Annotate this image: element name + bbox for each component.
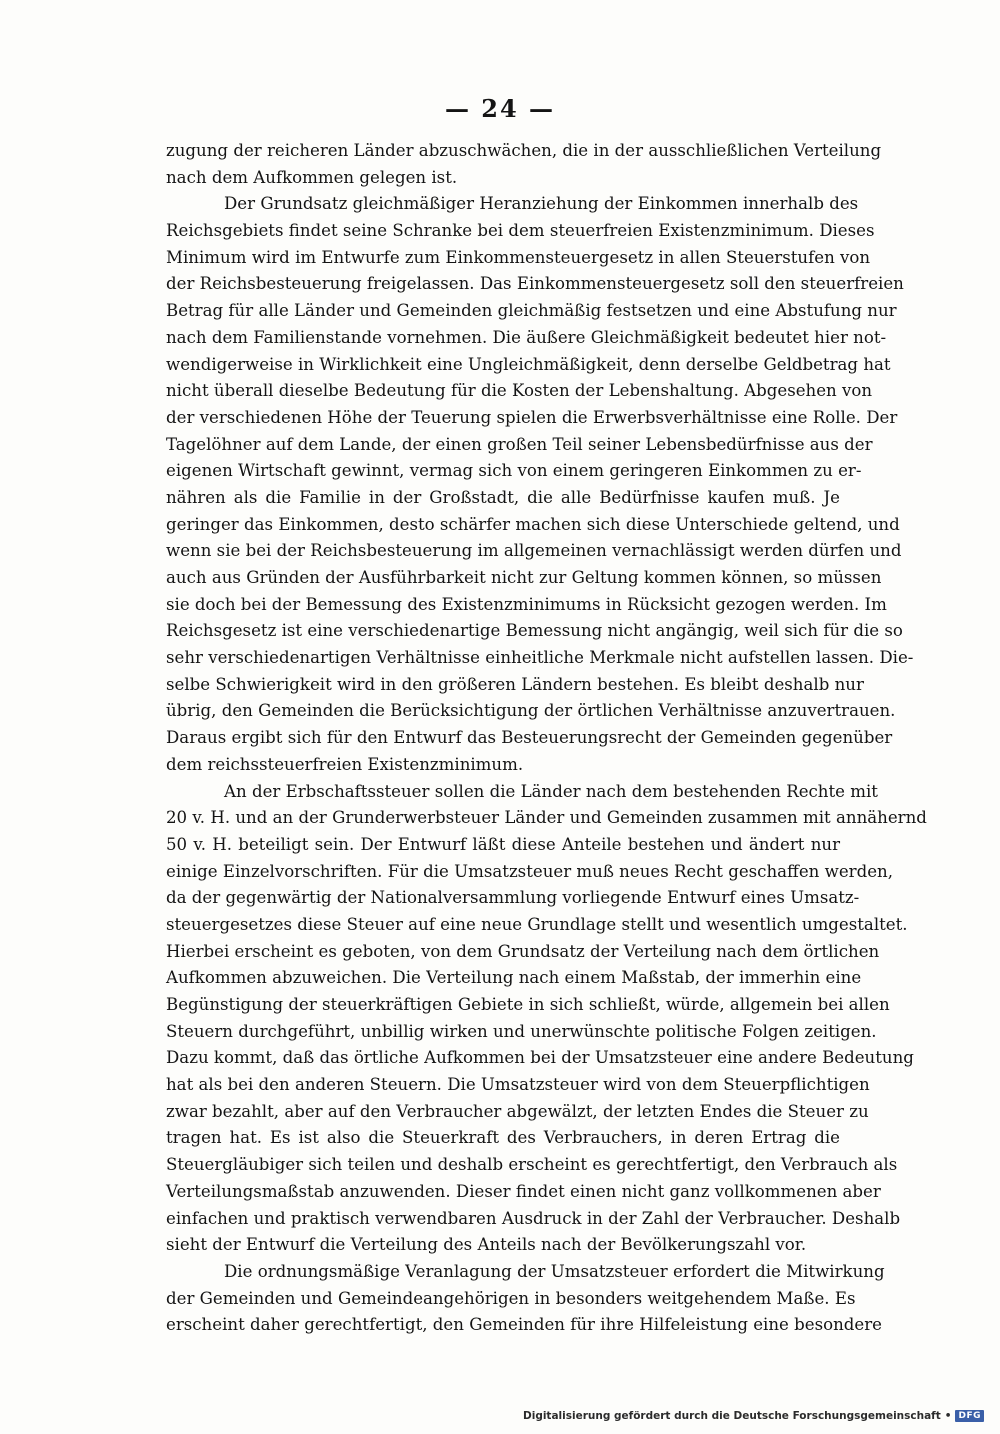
paragraph bbox=[166, 138, 882, 191]
text-line: Reichsgebiets findet seine Schranke bei dem steuerfreien Existenzminimum. Dieses bbox=[166, 221, 875, 241]
text-line: Aufkommen abzuweichen. Die Verteilung nach einem Maßstab, der immerhin eine bbox=[166, 968, 862, 988]
text-line: zwar bezahlt, aber auf den Verbraucher abgewälzt, der letzten Endes die Steuer zu bbox=[166, 1101, 869, 1121]
text-line: der Reichsbesteuerung freigelassen. Das Einkommensteuergesetz soll den steuerfreien bbox=[166, 274, 904, 294]
text-line: eigenen Wirtschaft gewinnt, vermag sich von einem geringeren Einkommen zu er- bbox=[166, 461, 862, 481]
text-line: übrig, den Gemeinden die Berücksichtigung der örtlichen Verhältnisse anzuvertrauen. bbox=[166, 701, 896, 721]
text-line: wenn sie bei der Reichsbesteuerung im allgemeinen vernachlässigt werden dürfen und bbox=[166, 541, 902, 561]
text-line: nähren als die Familie in der Großstadt, die alle Bedürfnisse kaufen muß. Je bbox=[166, 487, 840, 507]
text-line: selbe Schwierigkeit wird in den größeren Ländern bestehen. Es bleibt deshalb nur bbox=[166, 674, 864, 694]
paragraph bbox=[166, 779, 927, 1259]
text-line: nicht überall dieselbe Bedeutung für die Kosten der Lebenshaltung. Abgesehen von bbox=[166, 381, 873, 401]
text-line: Begünstigung der steuerkräftigen Gebiete in sich schließt, würde, allgemein bei allen bbox=[166, 995, 890, 1014]
text-line: An der Erbschaftssteuer sollen die Länder nach dem bestehenden Rechte mit bbox=[224, 781, 878, 801]
text-line: Steuergläubiger sich teilen und deshalb erscheint es gerechtfertigt, den Verbrauch als bbox=[166, 1155, 898, 1175]
body-text bbox=[166, 138, 927, 1339]
text-line: Minimum wird im Entwurfe zum Einkommensteuergesetz in allen Steuerstufen von bbox=[166, 247, 871, 267]
credit-text: Digitalisierung gefördert durch die Deutsche Forschungsgemeinschaft bbox=[523, 1410, 941, 1422]
text-line: nach dem Aufkommen gelegen ist. bbox=[166, 167, 458, 187]
text-line: Dazu kommt, daß das örtliche Aufkommen bei der Umsatzsteuer eine andere Bedeutung bbox=[166, 1048, 914, 1068]
text-line: erscheint daher gerechtfertigt, den Gemeinden für ihre Hilfeleistung eine besondere bbox=[166, 1315, 882, 1335]
text-line: sie doch bei der Bemessung des Existenzminimums in Rücksicht gezogen werden. Im bbox=[166, 594, 887, 614]
text-line: tragen hat. Es ist also die Steuerkraft des Verbrauchers, in deren Ertrag die bbox=[166, 1128, 840, 1148]
text-line: 20 v. H. und an der Grunderwerbsteuer Länder und Gemeinden zusammen mit annähernd bbox=[166, 808, 927, 828]
text-line: wendigerweise in Wirklichkeit eine Ungleichmäßigkeit, denn derselbe Geldbetrag hat bbox=[166, 354, 891, 374]
paragraph bbox=[166, 191, 914, 778]
text-line: geringer das Einkommen, desto schärfer machen sich diese Unterschiede geltend, und bbox=[166, 514, 900, 534]
text-line: sieht der Entwurf die Verteilung des Anteils nach der Bevölkerungszahl vor. bbox=[166, 1235, 807, 1255]
text-line: sehr verschiedenartigen Verhältnisse einheitliche Merkmale nicht aufstellen lassen. Die- bbox=[166, 648, 914, 668]
text-line: Hierbei erscheint es geboten, von dem Grundsatz der Verteilung nach dem örtlichen bbox=[166, 941, 880, 961]
text-line: steuergesetzes diese Steuer auf eine neue Grundlage stellt und wesentlich umgestaltet. bbox=[166, 914, 908, 934]
text-line: zugung der reicheren Länder abzuschwächen, die in der ausschließlichen Verteilung bbox=[166, 141, 882, 160]
paragraph bbox=[166, 1259, 885, 1339]
text-line: Tagelöhner auf dem Lande, der einen großen Teil seiner Lebensbedürfnisse aus der bbox=[166, 434, 873, 454]
text-line: Der Grundsatz gleichmäßiger Heranziehung der Einkommen innerhalb des bbox=[224, 194, 859, 214]
text-line: 50 v. H. beteiligt sein. Der Entwurf läßt diese Anteile bestehen und ändert nur bbox=[166, 834, 840, 854]
page-number: — 24 — bbox=[444, 94, 556, 123]
text-line: Steuern durchgeführt, unbillig wirken und unerwünschte politische Folgen zeitigen. bbox=[166, 1021, 877, 1041]
text-line: Verteilungsmaßstab anzuwenden. Dieser findet einen nicht ganz vollkommenen aber bbox=[166, 1181, 881, 1201]
text-line: der verschiedenen Höhe der Teuerung spielen die Erwerbsverhältnisse eine Rolle. Der bbox=[166, 407, 898, 427]
text-line: Daraus ergibt sich für den Entwurf das Besteuerungsrecht der Gemeinden gegenüber bbox=[166, 728, 893, 748]
text-line: einige Einzelvorschriften. Für die Umsatzsteuer muß neues Recht geschaffen werden, bbox=[166, 861, 893, 881]
text-line: einfachen und praktisch verwendbaren Ausdruck in der Zahl der Verbraucher. Deshalb bbox=[166, 1208, 901, 1228]
text-line: hat als bei den anderen Steuern. Die Umsatzsteuer wird von dem Steuerpflichtigen bbox=[166, 1075, 870, 1095]
text-line: da der gegenwärtig der Nationalversammlung vorliegende Entwurf eines Umsatz- bbox=[166, 888, 860, 908]
text-line: Reichsgesetz ist eine verschiedenartige Bemessung nicht angängig, weil sich für die so bbox=[166, 621, 903, 641]
digitization-credit bbox=[523, 1410, 984, 1422]
text-line: auch aus Gründen der Ausführbarkeit nicht zur Geltung kommen können, so müssen bbox=[166, 568, 882, 587]
text-line: dem reichssteuerfreien Existenzminimum. bbox=[166, 754, 524, 774]
dfg-logo-icon: DFG bbox=[955, 1410, 984, 1422]
text-line: Die ordnungsmäßige Veranlagung der Umsatzsteuer erfordert die Mitwirkung bbox=[224, 1261, 885, 1281]
text-line: Betrag für alle Länder und Gemeinden gleichmäßig festsetzen und eine Abstufung nur bbox=[166, 301, 897, 321]
text-line: nach dem Familienstande vornehmen. Die äußere Gleichmäßigkeit bedeutet hier not- bbox=[166, 327, 887, 347]
text-line: der Gemeinden und Gemeindeangehörigen in besonders weitgehendem Maße. Es bbox=[166, 1288, 856, 1308]
credit-separator: • bbox=[944, 1410, 952, 1422]
